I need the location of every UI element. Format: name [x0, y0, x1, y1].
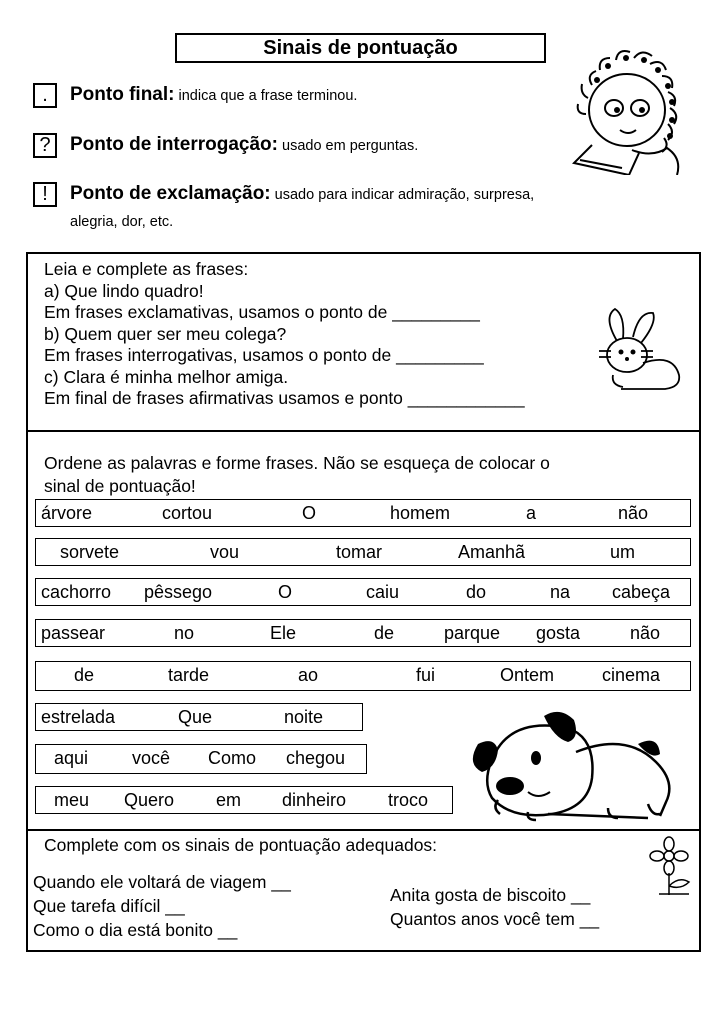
word: Ele — [270, 623, 297, 643]
word-row — [35, 786, 453, 814]
definition-question — [70, 134, 418, 156]
word: passear — [41, 623, 106, 643]
word: do — [466, 582, 487, 602]
word: meu — [54, 790, 90, 810]
word: pêssego — [144, 582, 213, 602]
word: parque — [444, 623, 501, 643]
word: cinema — [602, 665, 661, 685]
exercise2-instruction-line2: sinal de pontuação! — [44, 476, 196, 496]
word: ao — [298, 665, 319, 685]
period-symbol-box — [33, 83, 57, 108]
flower-illustration — [645, 836, 695, 896]
punctuation-sentence: Quantos anos você tem __ — [390, 909, 600, 929]
definition-name: Ponto de interrogação: — [70, 134, 278, 155]
page-title: Sinais de pontuação — [175, 33, 546, 63]
word: não — [618, 503, 649, 523]
word: você — [132, 748, 171, 768]
puppy-illustration — [458, 708, 698, 828]
definition-name: Ponto final: — [70, 84, 175, 105]
word: dinheiro — [282, 790, 347, 810]
definition-desc: indica que a frase terminou. — [178, 88, 358, 104]
word: fui — [416, 665, 436, 685]
exclamation-symbol: ! — [42, 183, 48, 205]
word-row — [35, 703, 363, 731]
word: de — [374, 623, 395, 643]
word: Amanhã — [458, 542, 526, 562]
definition-exclamation — [70, 183, 534, 205]
word-row — [35, 538, 691, 566]
word: Quero — [124, 790, 175, 810]
exercise1-text — [44, 259, 525, 410]
word-row — [35, 744, 367, 774]
word: cortou — [162, 503, 213, 523]
exercise1-line: b) Quem quer ser meu colega? — [44, 323, 287, 344]
exercise3-left-column — [33, 870, 291, 942]
word-row — [35, 578, 691, 606]
definition-desc-continued: alegria, dor, etc. — [70, 214, 174, 230]
exercise3-right-column — [390, 883, 599, 931]
word: de — [74, 665, 95, 685]
word: tomar — [336, 542, 383, 562]
definition-period — [70, 84, 357, 106]
word: árvore — [41, 503, 93, 523]
word: vou — [210, 542, 240, 562]
word: um — [610, 542, 636, 562]
definition-desc: usado para indicar admiração, surpresa, — [274, 187, 535, 203]
word: cabeça — [612, 582, 671, 602]
exercise1-line: Leia e complete as frases: — [44, 259, 249, 279]
question-symbol-box — [33, 133, 57, 158]
rabbit-illustration — [595, 305, 687, 391]
period-symbol: . — [42, 84, 48, 106]
exercise1-line: Em frases exclamativas, usamos o ponto de _________ — [44, 302, 480, 322]
definition-name: Ponto de exclamação: — [70, 183, 271, 204]
exclamation-symbol-box — [33, 182, 57, 207]
exercise3-instruction: Complete com os sinais de pontuação adequados: — [44, 835, 438, 855]
word: Ontem — [500, 665, 555, 685]
word: noite — [284, 707, 324, 727]
word-row — [35, 661, 691, 691]
exercise2-instruction-line1: Ordene as palavras e forme frases. Não se esqueça de colocar o — [44, 453, 550, 473]
word: na — [550, 582, 571, 602]
word: Que — [178, 707, 213, 727]
word: troco — [388, 790, 429, 810]
word-row — [35, 499, 691, 527]
word: aqui — [54, 748, 89, 768]
question-symbol: ? — [39, 134, 51, 156]
word: não — [630, 623, 661, 643]
word: chegou — [286, 748, 346, 768]
punctuation-sentence: Quando ele voltará de viagem __ — [33, 872, 291, 892]
exercise1-line: a) Que lindo quadro! — [44, 280, 204, 301]
word: estrelada — [41, 707, 116, 727]
punctuation-sentence: Anita gosta de biscoito __ — [390, 885, 591, 905]
punctuation-sentence: Que tarefa difícil __ — [33, 896, 185, 916]
word: O — [278, 582, 293, 602]
word: a — [526, 503, 537, 523]
word: tarde — [168, 665, 210, 685]
word: Como — [208, 748, 257, 768]
word: caiu — [366, 582, 400, 602]
word: no — [174, 623, 195, 643]
word: gosta — [536, 623, 581, 643]
word: homem — [390, 503, 451, 523]
word: cachorro — [41, 582, 112, 602]
exercise1-line: Em final de frases afirmativas usamos e ponto ____________ — [44, 388, 525, 408]
punctuation-sentence: Como o dia está bonito __ — [33, 920, 238, 940]
exercise1-line: c) Clara é minha melhor amiga. — [44, 366, 289, 387]
definition-desc: usado em perguntas. — [282, 138, 419, 154]
word: O — [302, 503, 317, 523]
exercise1-line: Em frases interrogativas, usamos o ponto de _________ — [44, 345, 484, 365]
word: em — [216, 790, 242, 810]
word: sorvete — [60, 542, 120, 562]
word-row — [35, 619, 691, 647]
girl-writing-illustration — [572, 40, 697, 175]
